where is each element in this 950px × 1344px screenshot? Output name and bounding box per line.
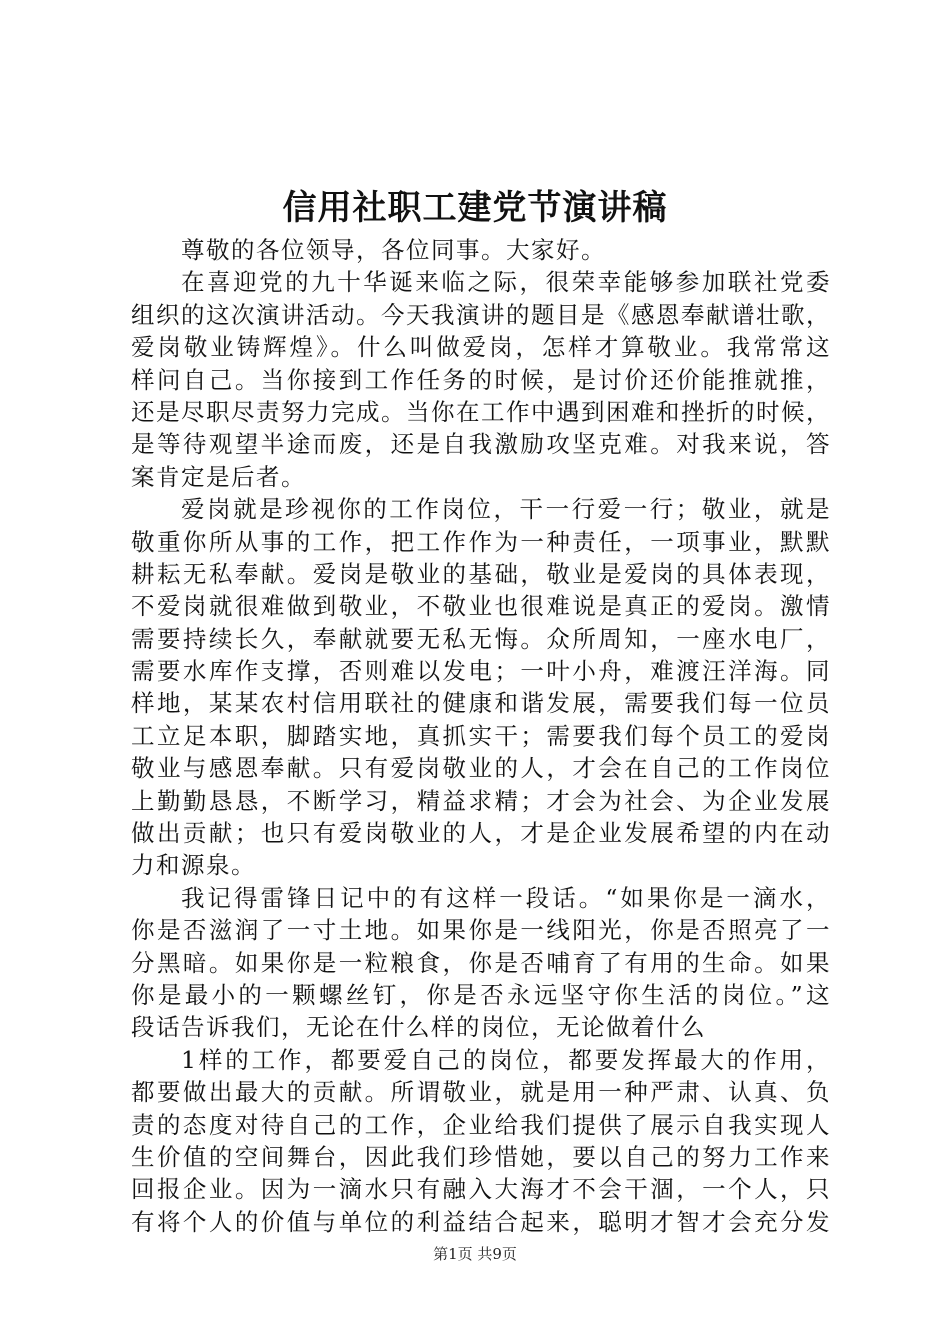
body-line: 爱岗就是珍视你的工作岗位，干一行爱一行；敬业，就是 xyxy=(181,495,831,524)
body-line: 尊敬的各位领导，各位同事。大家好。 xyxy=(181,236,606,264)
body-line: 我记得雷锋日记中的有这样一段话。“如果你是一滴水， xyxy=(181,883,831,912)
body-line: 都要做出最大的贡献。所谓敬业，就是用一种严肃、认真、负 xyxy=(131,1078,831,1107)
body-line: 段话告诉我们，无论在什么样的岗位，无论做着什么 xyxy=(131,1013,706,1042)
body-line: 耕耘无私奉献。爱岗是敬业的基础，敬业是爱岗的具体表现， xyxy=(131,559,831,588)
body-line: 责的态度对待自己的工作，企业给我们提供了展示自我实现人 xyxy=(131,1110,831,1139)
document-body xyxy=(131,234,831,1238)
body-line: 爱岗敬业铸辉煌》。什么叫做爱岗，怎样才算敬业。我常常这 xyxy=(131,333,831,362)
page-footer: 第1页 共9页 xyxy=(433,1245,517,1263)
body-line: 是等待观望半途而废，还是自我激励攻坚克难。对我来说，答 xyxy=(131,430,831,459)
body-line: 有将个人的价值与单位的利益结合起来，聪明才智才会充分发 xyxy=(131,1207,831,1236)
body-line: 还是尽职尽责努力完成。当你在工作中遇到困难和挫折的时候， xyxy=(131,397,831,426)
document-title: 信用社职工建党节演讲稿 xyxy=(282,188,668,228)
body-line: 样地，某某农村信用联社的健康和谐发展，需要我们每一位员 xyxy=(131,689,831,718)
body-line: 你是最小的一颗螺丝钉，你是否永远坚守你生活的岗位。”这 xyxy=(131,980,831,1009)
body-line: 做出贡献；也只有爱岗敬业的人，才是企业发展希望的内在动 xyxy=(131,819,831,848)
body-line: 回报企业。因为一滴水只有融入大海才不会干涸，一个人，只 xyxy=(131,1175,831,1204)
body-line: 敬业与感恩奉献。只有爱岗敬业的人，才会在自己的工作岗位 xyxy=(131,754,831,783)
body-line: 组织的这次演讲活动。今天我演讲的题目是《感恩奉献谱壮歌， xyxy=(131,300,831,329)
body-line: 样问自己。当你接到工作任务的时候，是讨价还价能推就推， xyxy=(131,365,831,394)
body-line: 分黑暗。如果你是一粒粮食，你是否哺育了有用的生命。如果 xyxy=(131,948,831,977)
body-line: 在喜迎党的九十华诞来临之际，很荣幸能够参加联社党委 xyxy=(181,268,831,297)
body-line: 需要水库作支撑，否则难以发电；一叶小舟，难渡汪洋海。同 xyxy=(131,657,831,686)
body-line: 敬重你所从事的工作，把工作作为一种责任，一项事业，默默 xyxy=(131,527,831,556)
body-line: 力和源泉。 xyxy=(131,851,256,880)
body-line: 生价值的空间舞台，因此我们珍惜她，要以自己的努力工作来 xyxy=(131,1142,831,1171)
body-line: 上勤勤恳恳，不断学习，精益求精；才会为社会、为企业发展 xyxy=(131,786,831,815)
body-line: 1样的工作，都要爱自己的岗位，都要发挥最大的作用， xyxy=(181,1045,831,1074)
body-line: 你是否滋润了一寸土地。如果你是一线阳光，你是否照亮了一 xyxy=(131,916,831,945)
body-line: 工立足本职，脚踏实地，真抓实干；需要我们每个员工的爱岗 xyxy=(131,721,831,750)
body-line: 案肯定是后者。 xyxy=(131,462,306,491)
body-line: 需要持续长久，奉献就要无私无悔。众所周知，一座水电厂， xyxy=(131,624,831,653)
body-line: 不爱岗就很难做到敬业，不敬业也很难说是真正的爱岗。激情 xyxy=(131,592,831,621)
